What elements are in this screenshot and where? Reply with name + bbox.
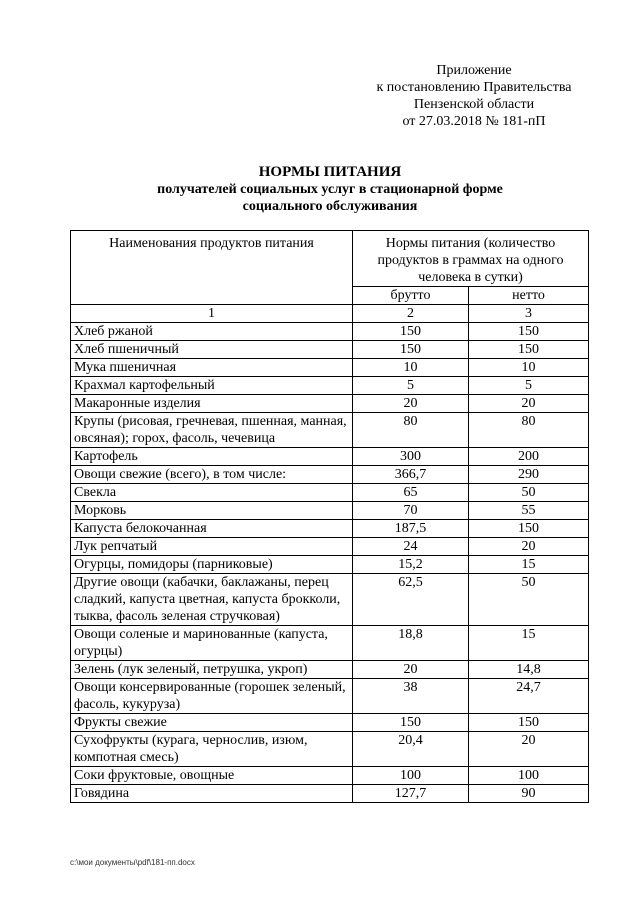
table-row: [71, 767, 589, 785]
column-number: 3: [469, 305, 589, 323]
net-value-cell: 15: [469, 556, 589, 574]
product-name-cell: Овощи соленые и маринованные (капуста, огурцы): [71, 626, 353, 661]
product-name-cell: Хлеб ржаной: [71, 323, 353, 341]
table-row: [71, 448, 589, 466]
gross-value-cell: 150: [353, 323, 469, 341]
product-name-cell: Овощи свежие (всего), в том числе:: [71, 466, 353, 484]
product-name-cell: Сухофрукты (курага, чернослив, изюм, компотная смесь): [71, 732, 353, 767]
product-name-cell: Капуста белокочанная: [71, 520, 353, 538]
gross-value-cell: 20,4: [353, 732, 469, 767]
header-net: нетто: [469, 287, 589, 305]
table-row: [71, 413, 589, 448]
nutrition-norms-table: [70, 230, 589, 803]
gross-value-cell: 127,7: [353, 785, 469, 803]
header-norms: Нормы питания (количество продуктов в граммах на одного человека в сутки): [353, 231, 589, 287]
table-row: [71, 679, 589, 714]
product-name-cell: Морковь: [71, 502, 353, 520]
net-value-cell: 50: [469, 574, 589, 626]
gross-value-cell: 187,5: [353, 520, 469, 538]
gross-value-cell: 80: [353, 413, 469, 448]
net-value-cell: 20: [469, 395, 589, 413]
product-name-cell: Фрукты свежие: [71, 714, 353, 732]
appendix-block: [360, 62, 588, 130]
gross-value-cell: 150: [353, 341, 469, 359]
header-gross: брутто: [353, 287, 469, 305]
product-name-cell: Свекла: [71, 484, 353, 502]
net-value-cell: 20: [469, 732, 589, 767]
appendix-line: Пензенской области: [413, 97, 535, 112]
table-row: [71, 661, 589, 679]
net-value-cell: 90: [469, 785, 589, 803]
gross-value-cell: 62,5: [353, 574, 469, 626]
net-value-cell: 50: [469, 484, 589, 502]
gross-value-cell: 70: [353, 502, 469, 520]
gross-value-cell: 5: [353, 377, 469, 395]
product-name-cell: Огурцы, помидоры (парниковые): [71, 556, 353, 574]
product-name-cell: Крупы (рисовая, гречневая, пшенная, манная, овсяная); горох, фасоль, чечевица: [71, 413, 353, 448]
net-value-cell: 24,7: [469, 679, 589, 714]
gross-value-cell: 150: [353, 714, 469, 732]
table-row: [71, 377, 589, 395]
table-row: [71, 395, 589, 413]
document-title: [80, 163, 580, 215]
table-row: [71, 538, 589, 556]
product-name-cell: Говядина: [71, 785, 353, 803]
net-value-cell: 10: [469, 359, 589, 377]
gross-value-cell: 15,2: [353, 556, 469, 574]
table-row: [71, 323, 589, 341]
column-number: 1: [71, 305, 353, 323]
table-row: [71, 359, 589, 377]
gross-value-cell: 300: [353, 448, 469, 466]
gross-value-cell: 20: [353, 661, 469, 679]
net-value-cell: 150: [469, 520, 589, 538]
net-value-cell: 100: [469, 767, 589, 785]
header-product-name: Наименования продуктов питания: [71, 231, 353, 305]
title-line: получателей социальных услуг в стационарной форме: [157, 182, 503, 197]
product-name-cell: Другие овощи (кабачки, баклажаны, перец сладкий, капуста цветная, капуста брокколи, тыква, фасоль зеленая стручковая): [71, 574, 353, 626]
column-number: 2: [353, 305, 469, 323]
product-name-cell: Овощи консервированные (горошек зеленый, фасоль, кукуруза): [71, 679, 353, 714]
table-row: [71, 502, 589, 520]
net-value-cell: 150: [469, 323, 589, 341]
net-value-cell: 14,8: [469, 661, 589, 679]
title-line: социального обслуживания: [242, 199, 418, 214]
net-value-cell: 5: [469, 377, 589, 395]
gross-value-cell: 100: [353, 767, 469, 785]
net-value-cell: 290: [469, 466, 589, 484]
table-row: [71, 341, 589, 359]
table-row: [71, 714, 589, 732]
net-value-cell: 15: [469, 626, 589, 661]
net-value-cell: 200: [469, 448, 589, 466]
gross-value-cell: 10: [353, 359, 469, 377]
table-row: [71, 732, 589, 767]
file-path-footer: c:\мои документы\pdf\181-пп.docx: [70, 858, 195, 867]
product-name-cell: Макаронные изделия: [71, 395, 353, 413]
product-name-cell: Мука пшеничная: [71, 359, 353, 377]
net-value-cell: 150: [469, 341, 589, 359]
product-name-cell: Крахмал картофельный: [71, 377, 353, 395]
gross-value-cell: 20: [353, 395, 469, 413]
product-name-cell: Хлеб пшеничный: [71, 341, 353, 359]
appendix-line: к постановлению Правительства: [376, 80, 572, 95]
table-row: [71, 626, 589, 661]
gross-value-cell: 24: [353, 538, 469, 556]
table-row: [71, 556, 589, 574]
net-value-cell: 80: [469, 413, 589, 448]
product-name-cell: Лук репчатый: [71, 538, 353, 556]
product-name-cell: Картофель: [71, 448, 353, 466]
gross-value-cell: 65: [353, 484, 469, 502]
appendix-line: от 27.03.2018 № 181-пП: [402, 114, 546, 129]
table-row: [71, 785, 589, 803]
product-name-cell: Соки фруктовые, овощные: [71, 767, 353, 785]
table-row: [71, 574, 589, 626]
net-value-cell: 150: [469, 714, 589, 732]
table-row: [71, 520, 589, 538]
gross-value-cell: 18,8: [353, 626, 469, 661]
net-value-cell: 20: [469, 538, 589, 556]
appendix-line: Приложение: [436, 63, 512, 78]
table-row: [71, 466, 589, 484]
net-value-cell: 55: [469, 502, 589, 520]
table-row: [71, 484, 589, 502]
gross-value-cell: 38: [353, 679, 469, 714]
gross-value-cell: 366,7: [353, 466, 469, 484]
product-name-cell: Зелень (лук зеленый, петрушка, укроп): [71, 661, 353, 679]
title-main: НОРМЫ ПИТАНИЯ: [258, 164, 402, 180]
table-body: [71, 323, 589, 803]
